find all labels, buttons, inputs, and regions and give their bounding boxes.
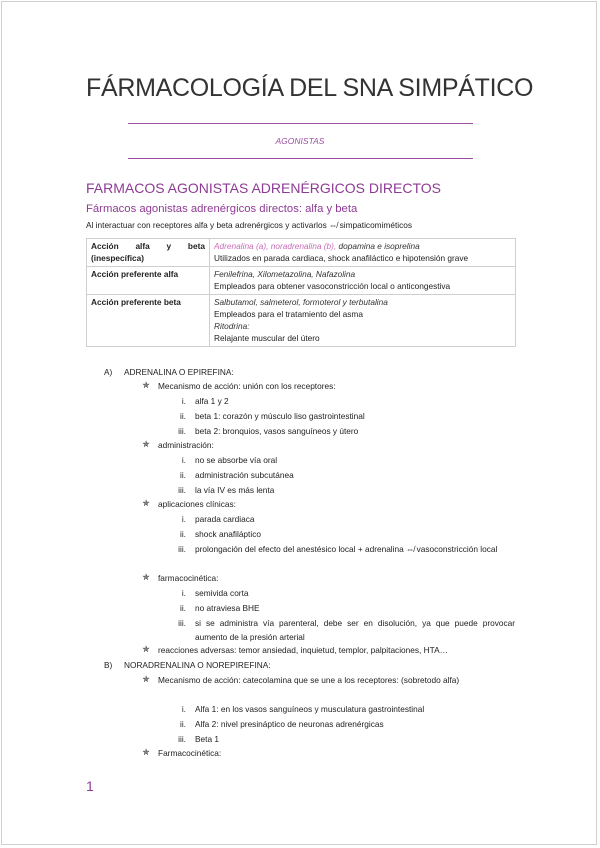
list-item: administración: [158,440,214,450]
roman-numeral: iii. [178,426,186,436]
table-cell [210,267,516,295]
drugs-rest: dopamina e isoprelina [336,241,420,251]
roman-numeral: i. [181,514,186,524]
section-label: A) [104,367,113,377]
drugs: Fenilefrina, Xilometazolina, Nafazolina [214,269,356,279]
table-cell [210,239,516,267]
list-item: alfa 1 y 2 [195,396,229,406]
title-rule-top [128,123,473,124]
roman-numeral: ii. [180,529,186,539]
page-number: 1 [86,778,94,794]
drug-table [86,238,516,347]
drugs-2: Ritodrina: [214,321,250,331]
list-item: beta 2: bronquios, vasos sanguíneos y útero [195,426,359,436]
list-item: aplicaciones clínicas: [158,499,236,509]
list-item: Alfa 2: nivel presináptico de neuronas adrenérgicas [195,719,384,729]
roman-numeral: iii. [178,485,186,495]
roman-numeral: iii. [178,618,186,628]
star-bullet-icon: ✯ [142,572,150,582]
drug-desc: Empleados para el tratamiento del asma [214,309,363,319]
list-item: farmacocinética: [158,573,219,583]
list-item: la vía IV es más lenta [195,485,275,495]
table-key: Acción preferente alfa [87,267,210,295]
star-bullet-icon: ✯ [142,498,150,508]
table-key: Acción alfa y beta (inespecífica) [87,239,210,267]
star-bullet-icon: ✯ [142,644,150,654]
drugs-highlight: Adrenalina (a), noradrenalina (b), [214,241,337,251]
list-item: no atraviesa BHE [195,603,260,613]
table-row [87,295,516,347]
roman-numeral: iii. [178,734,186,744]
heading-2: Fármacos agonistas adrenérgicos directos: alfa y beta [86,203,358,215]
roman-numeral: iii. [178,544,186,554]
roman-numeral: ii. [180,603,186,613]
title-rule-bottom [128,158,473,159]
intro-text: Al interactuar con receptores alfa y beta adrenérgicos y activarlos ⇎ simpaticomiméticos [86,220,413,230]
drug-desc-2: Relajante muscular del útero [214,333,320,343]
list-item: Alfa 1: en los vasos sanguíneos y musculatura gastrointestinal [195,704,425,714]
list-item: no se absorbe vía oral [195,455,278,465]
drug-desc: Empleados para obtener vasoconstricción local o anticongestiva [214,281,451,291]
list-item: Farmacocinética: [158,748,222,758]
subtitle: AGONISTAS [275,136,325,146]
star-bullet-icon: ✯ [142,674,150,684]
list-item: Mecanismo de acción: unión con los receptores: [158,381,336,391]
star-bullet-icon: ✯ [142,380,150,390]
roman-numeral: ii. [180,470,186,480]
list-item: Beta 1 [195,734,219,744]
page-title: FÁRMACOLOGÍA DEL SNA SIMPÁTICO [86,74,534,102]
drug-desc: Utilizados en parada cardiaca, shock anafiláctico e hipotensión grave [214,253,469,263]
table-row [87,267,516,295]
list-item: beta 1: corazón y músculo liso gastrointestinal [195,411,365,421]
roman-numeral: i. [181,704,186,714]
list-item: Mecanismo de acción: catecolamina que se une a los receptores: (sobretodo alfa) [158,675,460,685]
list-item: parada cardiaca [195,514,255,524]
heading-1: FARMACOS AGONISTAS ADRENÉRGICOS DIRECTOS [86,180,441,196]
star-bullet-icon: ✯ [142,747,150,757]
list-item: reacciones adversas: temor ansiedad, inquietud, templor, palpitaciones, HTA… [158,645,448,655]
list-item: si se administra vía parenteral, debe ser en disolución, ya que puede provocar aumento de la presión arterial [195,618,515,642]
star-bullet-icon: ✯ [142,439,150,449]
roman-numeral: ii. [180,719,186,729]
list-item: administración subcutánea [195,470,294,480]
section-title: ADRENALINA O EPIREFINA: [124,367,234,377]
roman-numeral: ii. [180,411,186,421]
list-item: semivida corta [195,588,249,598]
drugs: Salbutamol, salmeterol, formoterol y terbutalina [214,297,388,307]
section-title: NORADRENALINA O NOREPIREFINA: [124,660,271,670]
section-label: B) [104,660,113,670]
table-key: Acción preferente beta [87,295,210,347]
list-item: prolongación del efecto del anestésico local + adrenalina ⇎ vasoconstricción local [195,544,498,554]
roman-numeral: i. [181,455,186,465]
roman-numeral: i. [181,396,186,406]
table-row [87,239,516,267]
table-cell [210,295,516,347]
roman-numeral: i. [181,588,186,598]
list-item: shock anafiláptico [195,529,261,539]
